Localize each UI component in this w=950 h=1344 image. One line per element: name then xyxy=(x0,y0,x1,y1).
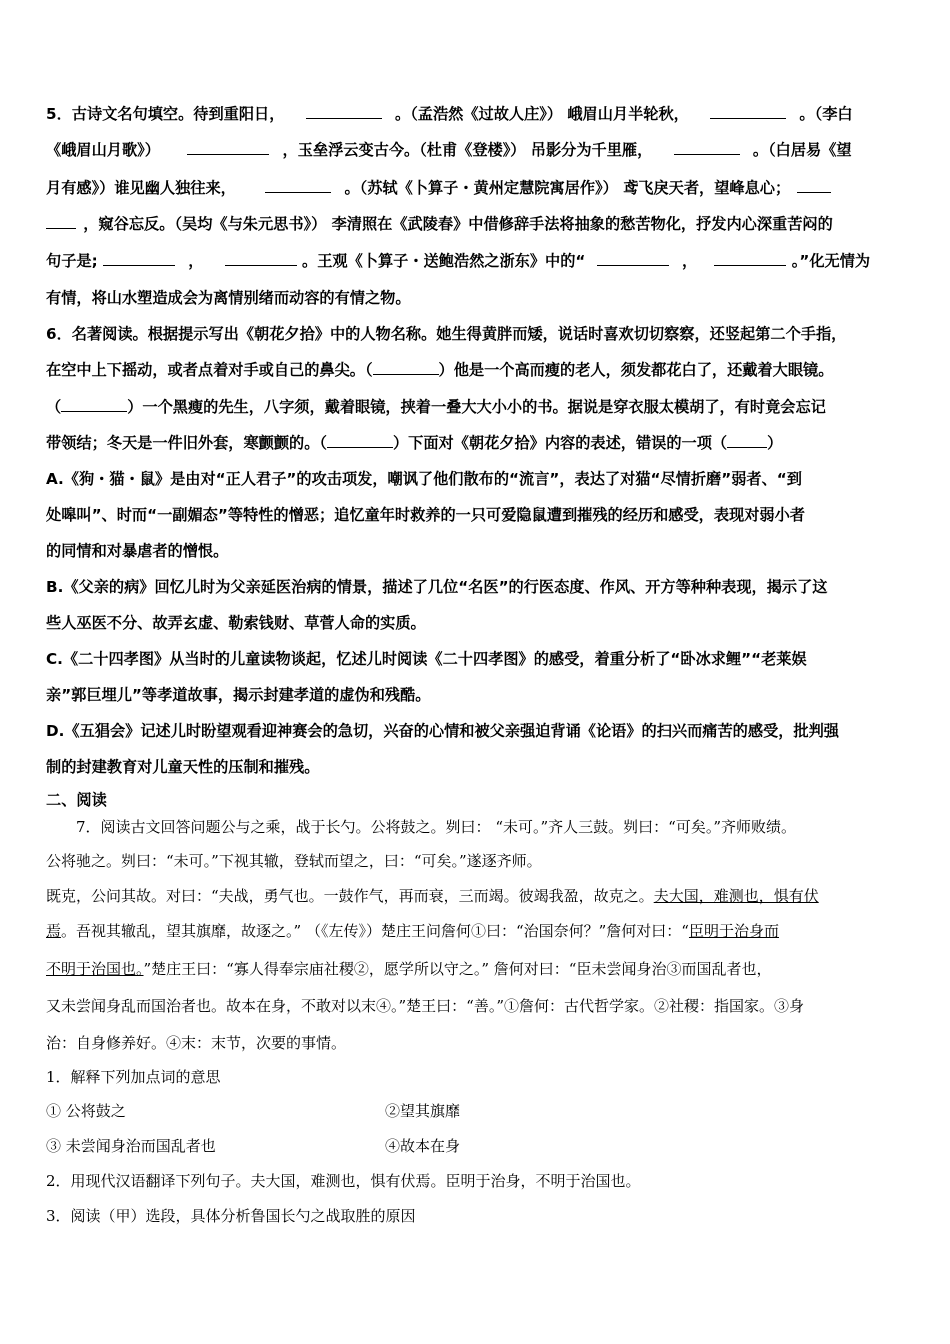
subquestion-1-item-4: ④故本在身 xyxy=(385,1137,461,1155)
answer-blank xyxy=(265,178,331,193)
underlined-sentence: 不明于治国也。 xyxy=(46,960,144,978)
answer-blank xyxy=(710,104,786,119)
underlined-sentence: 焉 xyxy=(46,922,62,940)
q5-line-3: 月有感》）谁见幽人独往来， 。（苏轼《卜算子・黄州定慧院寓居作》） 鸢飞戾天者，望峰息心； xyxy=(46,178,906,198)
q6-option-a-line-1: A.《狗・猫・鼠》是由对“正人君子”的攻击项发，嘲讽了他们散布的“流言”，表达了对猫“尽情折磨”弱者、“到 xyxy=(46,470,802,488)
q6-line-3: （ ）一个黑瘦的先生，八字须，戴着眼镜，挟着一叠大大小小的书。据说是穿衣服太模胡了，有时竟会忘记 xyxy=(46,398,826,416)
q6-option-c-line-2: 亲”郭巨埋儿”等孝道故事，揭示封建孝道的虚伪和残酷。 xyxy=(46,686,431,704)
answer-blank xyxy=(373,360,439,375)
q6-line-4: 带领结；冬天是一件旧外套，寒颤颤的。（ ）下面对《朝花夕拾》内容的表述，错误的一项（ ） xyxy=(46,434,783,452)
q5-line-2: 《峨眉山月歌》） ，玉垒浮云变古今。（杜甫《登楼》） 吊影分为千里雁， 。（白居易《望 xyxy=(46,141,852,159)
q5-line-1: 5．古诗文名句填空。待到重阳日， 。（孟浩然《过故人庄》） 峨眉山月半轮秋， 。（李白 xyxy=(46,105,853,123)
answer-blank xyxy=(327,433,393,448)
answer-blank xyxy=(225,251,297,266)
answer-blank xyxy=(597,251,669,266)
q6-option-a-line-3: 的同情和对暴虐者的憎恨。 xyxy=(46,542,229,560)
q5-line-5: 句子是; ， 。王观《卜算子・送鲍浩然之浙东》中的“ ， 。”化无情为 xyxy=(46,252,871,270)
answer-blank xyxy=(727,433,767,448)
q6-line-2: 在空中上下摇动，或者点着对手或自己的鼻尖。（ ）他是一个高而瘦的老人，须发都花白了，还戴着大眼镜。 xyxy=(46,361,834,379)
q6-option-b-line-1: B.《父亲的病》回忆儿时为父亲延医治病的情景，描述了几位“名医”的行医态度、作风、开方等种种表现，揭示了这 xyxy=(46,578,828,596)
q7-line-3: 既克，公问其故。对曰：“夫战，勇气也。一鼓作气，再而衰，三而竭。彼竭我盈，故克之。夫大国，难测也，惧有伏 xyxy=(46,887,819,905)
subquestion-1-item-3: ③ 未尝闻身治而国乱者也 xyxy=(46,1137,216,1155)
q6-line-1: 6．名著阅读。根据提示写出《朝花夕拾》中的人物名称。她生得黄胖而矮，说话时喜欢切切察察，还竖起第二个手指， xyxy=(46,325,847,343)
subquestion-1-title: 1．解释下列加点词的意思 xyxy=(46,1068,221,1086)
underlined-sentence: 夫大国，难测也，惧有伏 xyxy=(653,887,819,905)
answer-blank xyxy=(306,104,382,119)
q6-option-a-line-2: 处嗥叫”、时而“一副媚态”等特性的憎恶；追忆童年时救养的一只可爱隐鼠遭到摧残的经历和感受，表现对弱小者 xyxy=(46,506,805,524)
q7-line-1: 7．阅读古文回答问题公与之乘，战于长勺。公将鼓之。刿曰： “未可。”齐人三鼓。刿曰：“可矣。”齐师败绩。 xyxy=(76,818,796,836)
answer-blank xyxy=(674,140,740,155)
subquestion-3-title: 3．阅读（甲）选段，具体分析鲁国长勺之战取胜的原因 xyxy=(46,1207,416,1225)
q6-option-d-line-1: D.《五猖会》记述儿时盼望观看迎神赛会的急切，兴奋的心情和被父亲强迫背诵《论语》的扫兴而痛苦的感受，批判强 xyxy=(46,722,839,740)
q7-line-5: 不明于治国也。”楚庄王曰：“寡人得奉宗庙社稷②，愿学所以守之。” 詹何对曰：“臣未尝闻身治③而国乱者也， xyxy=(46,960,772,978)
q7-line-2: 公将驰之。刿曰：“未可。”下视其辙，登轼而望之，曰：“可矣。”遂逐齐师。 xyxy=(46,852,542,870)
answer-blank xyxy=(61,397,127,412)
q6-option-b-line-2: 些人巫医不分、故弄玄虚、勒索钱财、草菅人命的实质。 xyxy=(46,614,426,632)
subquestion-1-item-1: ① 公将鼓之 xyxy=(46,1102,126,1120)
q5-line-6: 有情，将山水塑造成会为离情别绪而动容的有情之物。 xyxy=(46,289,411,307)
answer-blank xyxy=(797,178,831,193)
answer-blank xyxy=(46,214,76,229)
subquestion-1-item-2: ②望其旗靡 xyxy=(385,1102,461,1120)
answer-blank xyxy=(103,251,175,266)
q7-line-6: 又未尝闻身乱而国治者也。故本在身，不敢对以末④。”楚王曰：“善。”①詹何：古代哲学家。②社稷：指国家。③身 xyxy=(46,997,805,1015)
q7-line-7: 治：自身修养好。④末：末节，次要的事情。 xyxy=(46,1034,347,1052)
answer-blank xyxy=(187,140,269,155)
q6-option-c-line-1: C.《二十四孝图》从当时的儿童读物谈起，忆述儿时阅读《二十四孝图》的感受，着重分析了“卧冰求鲤”“老莱娱 xyxy=(46,650,807,668)
answer-blank xyxy=(714,251,786,266)
underlined-sentence: 臣明于治身而 xyxy=(688,922,779,940)
q5-line-4: ，窥谷忘反。（吴均《与朱元思书》） 李清照在《武陵春》中借修辞手法将抽象的愁苦物化，抒发内心深重苦闷的 xyxy=(46,214,906,234)
q6-option-d-line-2: 制的封建教育对儿童天性的压制和摧残。 xyxy=(46,758,320,776)
subquestion-2-title: 2．用现代汉语翻译下列句子。夫大国，难测也，惧有伏焉。臣明于治身，不明于治国也。 xyxy=(46,1172,641,1190)
section-heading: 二、阅读 xyxy=(46,791,107,809)
q7-line-4: 焉。吾视其辙乱，望其旗靡，故逐之。” （《左传》）楚庄王问詹何①曰：“治国奈何？”詹何对曰：“臣明于治身而 xyxy=(46,922,779,940)
